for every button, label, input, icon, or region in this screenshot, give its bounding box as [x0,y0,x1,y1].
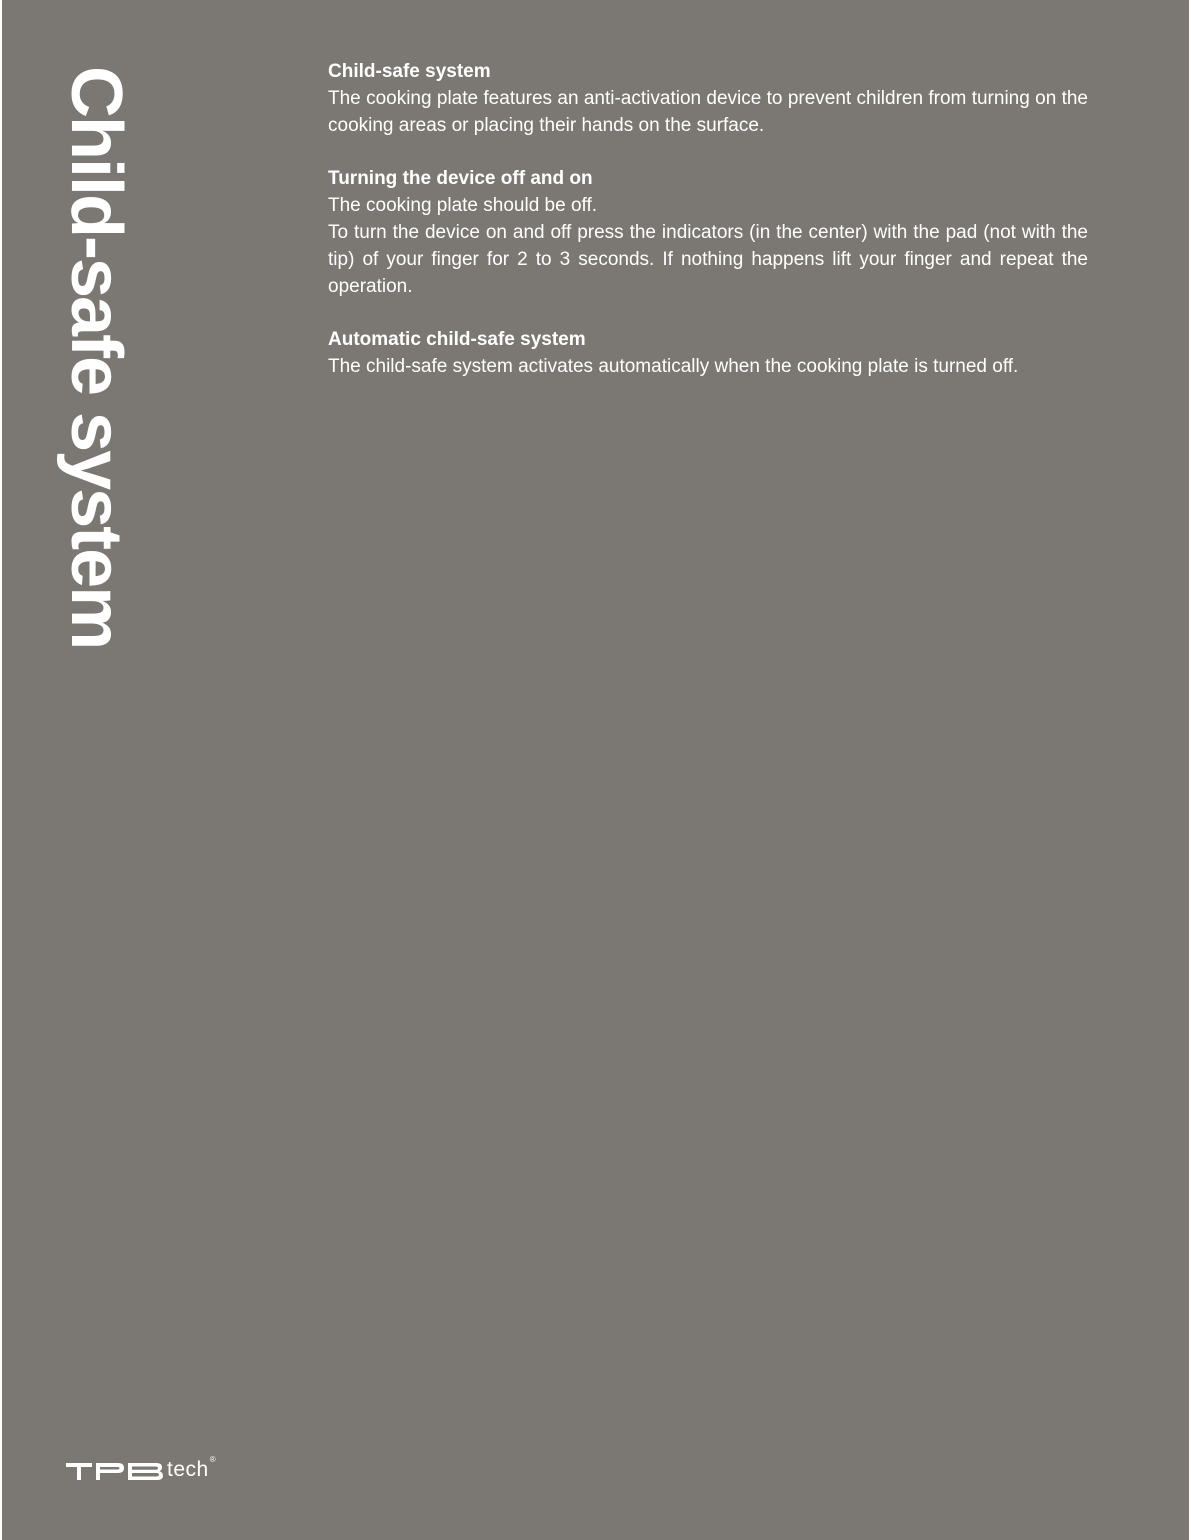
section-heading: Automatic child-safe system [328,329,586,350]
content-column [328,58,1088,406]
section-child-safe-system [328,58,1088,139]
section-paragraph: The cooking plate should be off. [328,195,598,216]
section-paragraph: To turn the device on and off press the indicators (in the center) with the pad (not with the tip) of your finger for 2 to 3 seconds. If nothing happens lift your finger and repeat the operation. [328,222,1088,297]
section-paragraph: The child-safe system activates automatically when the cooking plate is turned off. [328,356,1019,377]
section-heading: Child-safe system [328,61,491,82]
section-turning-device-off-on [328,165,1088,300]
registered-mark: ® [209,1455,216,1464]
tpb-logo-mark [66,1463,164,1480]
tpbtech-logo [66,1454,216,1480]
section-automatic-child-safe-system [328,326,1088,380]
manual-page [2,0,1189,1540]
side-title: Child-safe system [56,66,136,649]
section-heading: Turning the device off and on [328,168,593,189]
section-paragraph: The cooking plate features an anti-activation device to prevent children from turning on the cooking areas or placing their hands on the surface. [328,88,1088,136]
logo-suffix: tech [167,1458,209,1481]
